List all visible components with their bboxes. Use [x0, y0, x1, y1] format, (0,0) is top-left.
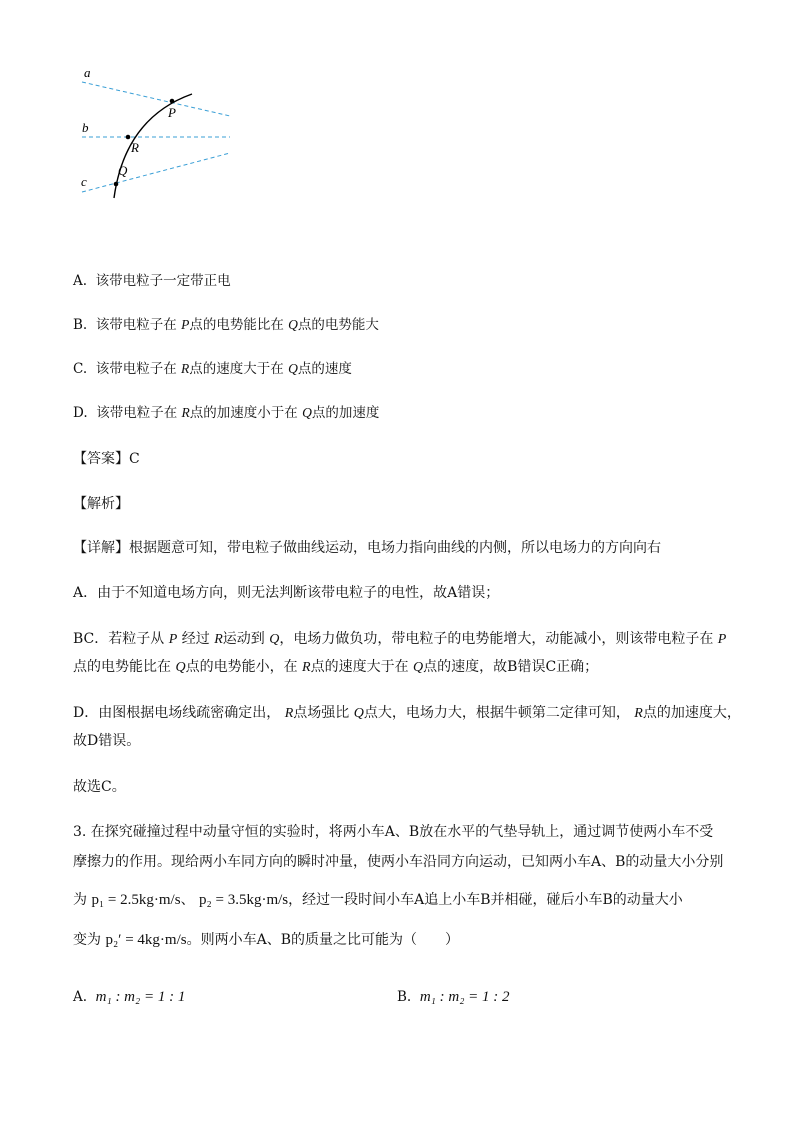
- explain-bc-text-1: BC．若粒子从: [73, 631, 165, 647]
- explain-bc-var-4: P: [717, 632, 727, 647]
- explain-d-text-5: 故D错误。: [73, 733, 141, 749]
- explain-bc-text-4: ，电场力做负功，带电粒子的电势能增大，动能减小，则该带电粒子在: [279, 631, 714, 647]
- question3-option-b-wrap: [397, 986, 510, 1008]
- answer-line: [73, 448, 140, 470]
- explain-bc-text-5: 点的电势能比在: [73, 659, 171, 675]
- question3-text-1: 3. 在探究碰撞过程中动量守恒的实验时，将两小车A、B放在水平的气垫导轨上，通过调节使两小车不受: [73, 824, 714, 840]
- question3-option-b-prefix: B.: [397, 989, 412, 1005]
- question3-line-4: [73, 929, 459, 951]
- explain-bc-line-2: [73, 656, 598, 679]
- answer-tag: 【答案】: [73, 451, 129, 467]
- label-p: P: [168, 105, 176, 120]
- option-b-var-1: P: [181, 317, 190, 332]
- detail-tag: 【详解】: [73, 540, 129, 556]
- option-d-text-3: 点的加速度: [311, 405, 380, 421]
- detail-line: [73, 537, 661, 559]
- explain-d-var-1: R: [284, 706, 294, 721]
- option-c-text-2: 点的速度大于在: [189, 361, 284, 377]
- explain-d-var-3: R: [634, 706, 643, 721]
- label-r: R: [131, 140, 139, 155]
- momentum-p2-prime: p₂′ = 4kg·m/s: [105, 932, 187, 948]
- explain-bc-var-1: P: [168, 632, 178, 647]
- question3-text-3-pre: 为: [73, 892, 87, 908]
- analysis-heading: [73, 493, 129, 515]
- explain-bc-text-6: 点的电势能小，在: [185, 659, 298, 675]
- analysis-tag: 【解析】: [73, 496, 129, 512]
- option-c: [73, 358, 352, 380]
- field-line-c: [82, 153, 230, 192]
- option-c-var-2: Q: [288, 361, 298, 376]
- question3-option-b: m₁ : m₂ = 1 : 2: [419, 989, 510, 1005]
- explain-bc-line-1: [73, 628, 726, 651]
- option-a-text: 该带电粒子一定带正电: [95, 273, 231, 289]
- conclusion-text: 故选C。: [73, 779, 126, 795]
- option-b-text-2: 点的电势能比在: [189, 317, 284, 333]
- explain-d-line-1: [73, 702, 741, 725]
- option-b: [73, 314, 379, 336]
- question3-option-a-prefix: A.: [73, 989, 88, 1005]
- question3-text-4-post: 。则两小车A、B的质量之比可能为（ ）: [186, 932, 459, 948]
- question3-text-2: 摩擦力的作用。现给两小车同方向的瞬时冲量，使两小车沿同方向运动，已知两小车A、B的动量大小分别: [73, 854, 724, 870]
- explain-bc-text-8: 点的速度，故B错误C正确；: [423, 659, 599, 675]
- label-q: Q: [118, 163, 128, 178]
- label-a: a: [84, 65, 91, 80]
- option-d-text-2: 点的加速度小于在: [189, 405, 298, 421]
- option-c-prefix: C.: [73, 361, 88, 377]
- question3-separator: 、: [180, 892, 195, 908]
- question3-text-3-post: ，经过一段时间小车A追上小车B并相碰，碰后小车B的动量大小: [288, 892, 683, 908]
- explain-bc-var-7: Q: [413, 660, 424, 675]
- point-q-dot: [114, 182, 119, 187]
- option-b-prefix: B.: [73, 317, 88, 333]
- option-d-var-2: Q: [302, 405, 312, 420]
- explain-d-text-2: 点场强比: [293, 705, 350, 721]
- option-a: [73, 270, 231, 292]
- detail-text: 根据题意可知，带电粒子做曲线运动，电场力指向曲线的内侧，所以电场力的方向向右: [129, 540, 661, 556]
- explain-bc-var-2: R: [214, 632, 223, 647]
- point-r-dot: [126, 135, 131, 140]
- option-d-prefix: D.: [73, 405, 88, 421]
- explain-bc-var-3: Q: [269, 632, 280, 647]
- answer-value: C: [129, 451, 140, 467]
- explain-d-text-3: 点大，电场力大，根据牛顿第二定律可知，: [363, 705, 630, 721]
- option-b-var-2: Q: [288, 317, 298, 332]
- label-c: c: [81, 174, 87, 189]
- option-b-text-1: 该带电粒子在: [95, 317, 177, 333]
- explain-bc-text-7: 点的速度大于在: [310, 659, 409, 675]
- label-b: b: [82, 120, 89, 135]
- conclusion: [73, 776, 126, 798]
- option-d: [73, 402, 379, 424]
- explain-bc-text-3: 运动到: [222, 631, 265, 647]
- question3-line-3: [73, 889, 683, 911]
- momentum-p2: p₂ = 3.5kg·m/s: [199, 892, 289, 908]
- explain-a: [73, 582, 499, 604]
- momentum-p1: p₁ = 2.5kg·m/s: [91, 892, 181, 908]
- particle-trajectory: [114, 94, 192, 198]
- option-c-var-1: R: [181, 361, 190, 376]
- option-a-prefix: A.: [73, 273, 88, 289]
- option-d-text-1: 该带电粒子在: [96, 405, 178, 421]
- explain-bc-var-5: Q: [175, 660, 186, 675]
- question3-line-2: [73, 851, 723, 873]
- explain-d-line-2: [73, 730, 140, 752]
- question3-options: [73, 986, 713, 1008]
- explain-bc-var-6: R: [302, 660, 311, 675]
- question3-text-4-pre: 变为: [73, 932, 101, 948]
- explain-d-text-4: 点的加速度大，: [642, 705, 741, 721]
- option-d-var-1: R: [181, 405, 190, 420]
- field-lines-figure: [70, 58, 240, 208]
- explain-bc-text-2: 经过: [181, 631, 210, 647]
- question3-line-1: [73, 821, 713, 843]
- point-p-dot: [170, 99, 175, 104]
- field-line-a: [82, 82, 230, 116]
- option-c-text-1: 该带电粒子在: [95, 361, 177, 377]
- question3-option-a: m₁ : m₂ = 1 : 1: [95, 989, 186, 1005]
- explain-d-text-1: D．由图根据电场线疏密确定出，: [73, 705, 281, 721]
- option-b-text-3: 点的电势能大: [297, 317, 379, 333]
- explain-a-text: A．由于不知道电场方向，则无法判断该带电粒子的电性，故A错误；: [73, 585, 500, 601]
- option-c-text-3: 点的速度: [297, 361, 352, 377]
- explain-d-var-2: Q: [353, 706, 364, 721]
